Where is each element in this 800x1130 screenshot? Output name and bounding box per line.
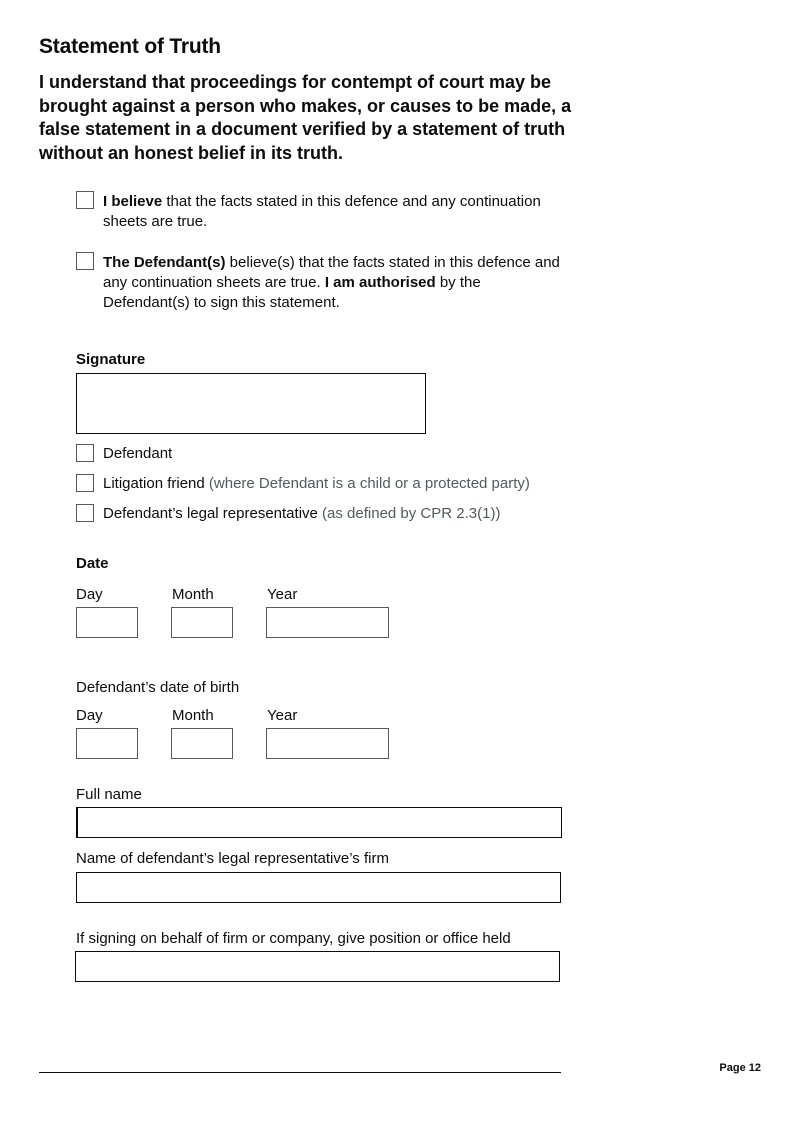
role-legal-rep-text: Defendant’s legal representative: [103, 505, 318, 522]
firm-name-label: Name of defendant’s legal representative’s firm: [76, 850, 389, 867]
defendant-bold: The Defendant(s): [103, 254, 226, 271]
full-name-input[interactable]: [76, 807, 562, 838]
full-name-label: Full name: [76, 786, 142, 803]
i-believe-bold: I believe: [103, 193, 163, 210]
position-input[interactable]: [75, 951, 560, 982]
i-believe-checkbox[interactable]: [76, 191, 94, 209]
signature-label: Signature: [76, 351, 146, 368]
date-day-label: Day: [76, 586, 103, 603]
role-defendant-checkbox[interactable]: [76, 444, 94, 462]
defendant-believes-checkbox[interactable]: [76, 252, 94, 270]
role-legal-rep-hint: (as defined by CPR 2.3(1)): [317, 505, 501, 522]
i-believe-text: that the facts stated in this defence and any continuation sheets are true.: [103, 193, 541, 230]
role-defendant-label: [103, 445, 172, 462]
role-legal-rep-label: [103, 505, 500, 522]
role-litigation-friend-hint: (where Defendant is a child or a protected party): [204, 475, 530, 492]
role-defendant-text: Defendant: [103, 445, 173, 462]
position-label: If signing on behalf of firm or company, give position or office held: [76, 930, 511, 947]
role-litigation-friend-checkbox[interactable]: [76, 474, 94, 492]
page-title: Statement of Truth: [39, 35, 221, 58]
dob-day-input[interactable]: [76, 728, 138, 759]
role-litigation-friend-text: Litigation friend: [103, 475, 205, 492]
defendant-text-2: by the Defendant(s) to sign this statement.: [103, 274, 481, 311]
role-litigation-friend-label: [103, 475, 530, 492]
date-month-label: Month: [172, 586, 214, 603]
dob-label: Defendant’s date of birth: [76, 679, 240, 696]
defendant-text-1: believe(s) that the facts stated in this defence and any continuation sheets are true.: [103, 254, 560, 291]
date-month-input[interactable]: [171, 607, 233, 638]
date-label: Date: [76, 555, 109, 572]
date-day-input[interactable]: [76, 607, 138, 638]
date-year-input[interactable]: [266, 607, 389, 638]
authorised-bold: I am authorised: [324, 274, 436, 291]
signature-box[interactable]: [76, 373, 426, 434]
date-year-label: Year: [267, 586, 298, 603]
defendant-believes-statement: [103, 253, 563, 313]
dob-year-input[interactable]: [266, 728, 389, 759]
i-believe-statement: [103, 192, 563, 232]
page-number: Page 12: [719, 1062, 761, 1074]
dob-day-label: Day: [76, 707, 103, 724]
dob-year-label: Year: [267, 707, 298, 724]
footer-rule: [39, 1072, 561, 1073]
role-legal-rep-checkbox[interactable]: [76, 504, 94, 522]
intro-text: I understand that proceedings for contempt of court may be brought against a person who makes, or causes to be made, a false statement in a document verified by a statement of truth without an honest belief in its truth.: [39, 72, 572, 163]
dob-month-label: Month: [172, 707, 214, 724]
dob-month-input[interactable]: [171, 728, 233, 759]
firm-name-input[interactable]: [76, 872, 561, 903]
